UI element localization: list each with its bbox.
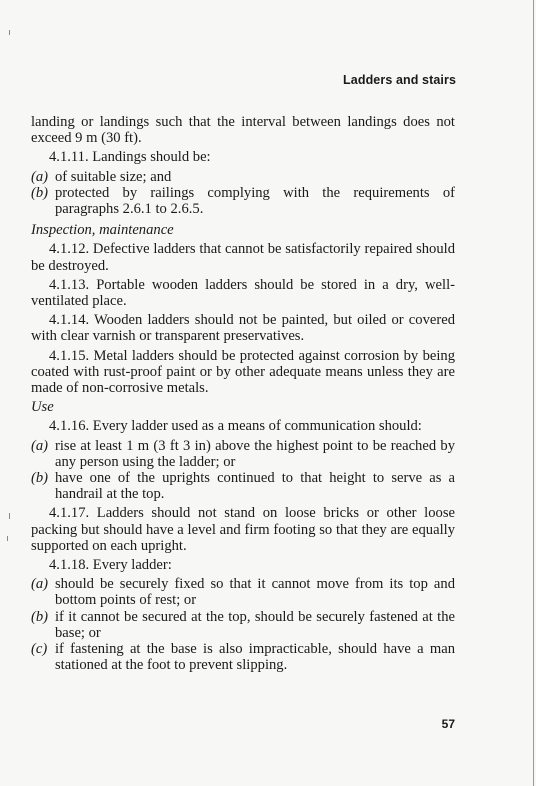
paragraph-4-1-11: 4.1.11. Landings should be: — [49, 149, 211, 166]
section-heading-inspection: Inspection, maintenance — [31, 222, 174, 239]
paragraph-4-1-17: 4.1.17. Ladders should not stand on loose bricks or other loose packing but should have a level and firm footing so that they are equally supported on each upright. — [31, 505, 455, 554]
list-item — [31, 438, 455, 470]
body-text — [31, 114, 455, 674]
list-label: (a) — [31, 437, 49, 454]
scan-mark — [9, 30, 10, 35]
list-text: if fastening at the base is also impracticable, should have a man stationed at the foot to prevent slipping. — [55, 641, 455, 674]
running-head: Ladders and stairs — [343, 73, 456, 87]
list-text: protected by railings complying with the requirements of paragraphs 2.6.1 to 2.6.5. — [55, 184, 455, 218]
page-edge-line — [533, 0, 534, 786]
list-label: (a) — [31, 576, 49, 593]
paragraph-4-1-16: 4.1.16. Every ladder used as a means of communication should: — [49, 418, 422, 435]
scan-mark — [7, 536, 8, 541]
list-label: (b) — [31, 608, 49, 625]
list-item — [31, 470, 455, 502]
list-text: should be securely fixed so that it cannot move from its top and bottom points of rest; or — [55, 576, 455, 609]
paragraph-4-1-15: 4.1.15. Metal ladders should be protected against corrosion by being coated with rust-proof paint or by other adequate means unless they are made of non-corrosive metals. — [31, 347, 455, 397]
scan-mark — [9, 513, 10, 519]
paragraph-4-1-14: 4.1.14. Wooden ladders should not be painted, but oiled or covered with clear varnish or transparent preservatives. — [31, 312, 455, 345]
list-text: rise at least 1 m (3 ft 3 in) above the highest point to be reached by any person using the ladder; or — [55, 437, 455, 470]
list-label: (a) — [31, 168, 49, 185]
list-item — [31, 576, 455, 608]
list-label: (b) — [31, 184, 49, 201]
list-text: have one of the uprights continued to that height to serve as a handrail at the top. — [55, 470, 455, 503]
list-label: (b) — [31, 470, 49, 487]
paragraph-4-1-13: 4.1.13. Portable wooden ladders should be stored in a dry, well-ventilated place. — [31, 276, 455, 310]
list-item — [31, 185, 455, 217]
list-text: if it cannot be secured at the top, should be securely fastened at the base; or — [55, 608, 455, 641]
paragraph-4-1-12: 4.1.12. Defective ladders that cannot be satisfactorily repaired should be destroyed. — [31, 241, 455, 274]
list-label: (c) — [31, 641, 48, 658]
paragraph: landing or landings such that the interval between landings does not exceed 9 m (30 ft). — [31, 114, 455, 147]
list-text: of suitable size; and — [55, 168, 172, 185]
section-heading-use: Use — [31, 399, 54, 416]
paragraph-4-1-18: 4.1.18. Every ladder: — [49, 557, 172, 574]
page-number: 57 — [441, 717, 455, 731]
list-item — [31, 169, 455, 185]
list-item — [31, 609, 455, 641]
list-item — [31, 641, 455, 673]
